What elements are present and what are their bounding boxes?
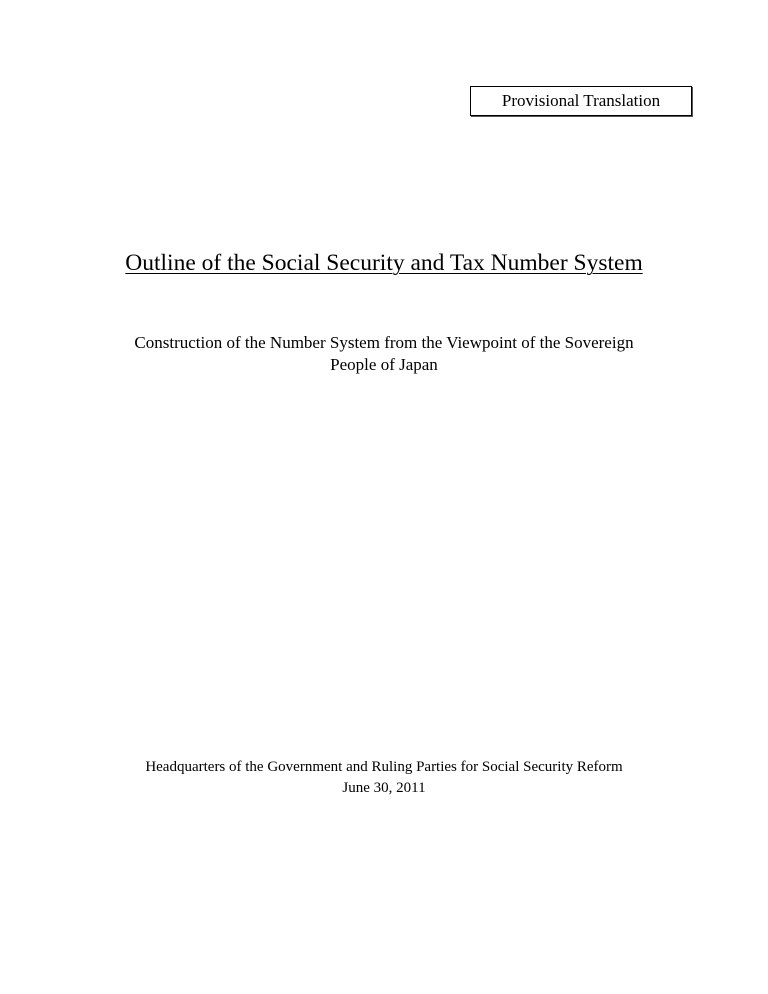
provisional-translation-label: Provisional Translation — [470, 86, 692, 116]
subtitle-line-1: Construction of the Number System from the Viewpoint of the Sovereign — [134, 333, 634, 352]
document-title: Outline of the Social Security and Tax Number System — [125, 250, 643, 276]
issue-date: June 30, 2011 — [342, 780, 426, 796]
subtitle-line-2: People of Japan — [330, 355, 438, 374]
issuing-organization: Headquarters of the Government and Ruling Parties for Social Security Reform — [145, 759, 623, 775]
document-subtitle — [0, 332, 768, 376]
document-footer — [0, 757, 768, 799]
